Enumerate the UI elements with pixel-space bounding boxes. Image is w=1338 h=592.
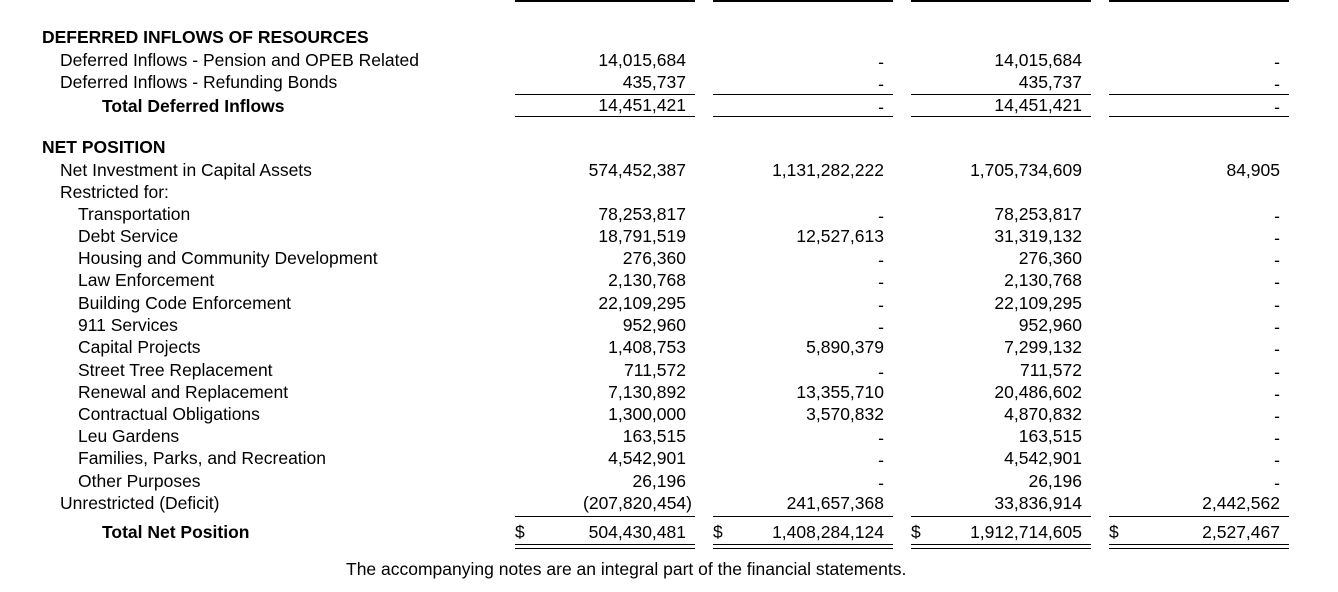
value-col1: 163,515 — [622, 426, 686, 446]
value-col3: 4,870,832 — [1004, 404, 1082, 424]
value-col3: 2,130,768 — [1004, 270, 1082, 290]
value-col3: 163,515 — [1018, 426, 1082, 446]
value-col4: - — [1274, 74, 1280, 94]
row-label: Net Investment in Capital Assets — [60, 160, 312, 180]
value-col1: 504,430,481 — [588, 522, 686, 542]
top-rule-col4 — [1109, 0, 1289, 2]
value-col4: - — [1274, 450, 1280, 470]
value-col1: 2,130,768 — [608, 270, 686, 290]
value-col4: - — [1274, 272, 1280, 292]
value-col2: - — [878, 97, 884, 117]
value-col1: 78,253,817 — [598, 204, 686, 224]
deferred-heading: DEFERRED INFLOWS OF RESOURCES — [42, 27, 369, 47]
value-col2: - — [878, 362, 884, 382]
net-position-heading: NET POSITION — [42, 137, 166, 157]
value-col4: 2,527,467 — [1202, 522, 1280, 542]
row-label: Total Net Position — [102, 522, 250, 542]
row-label: Housing and Community Development — [78, 248, 378, 268]
value-col2: - — [878, 317, 884, 337]
value-col2: 3,570,832 — [806, 404, 884, 424]
row-label: Renewal and Replacement — [78, 382, 289, 402]
row-label: 911 Services — [78, 315, 178, 335]
value-col2: - — [878, 52, 884, 72]
row-label: Other Purposes — [78, 471, 201, 491]
value-col1: 14,451,421 — [598, 95, 686, 115]
value-col4: - — [1274, 206, 1280, 226]
row-label: Street Tree Replacement — [78, 360, 273, 380]
top-rule-col2 — [713, 0, 893, 2]
value-col2: - — [878, 450, 884, 470]
value-col4: - — [1274, 428, 1280, 448]
value-col4: - — [1274, 250, 1280, 270]
value-col4: - — [1274, 97, 1280, 117]
row-label: Contractual Obligations — [78, 404, 260, 424]
value-col4: - — [1274, 317, 1280, 337]
deferred-total-rule-col3 — [911, 116, 1091, 117]
net-total-double-rule-col4 — [1109, 544, 1289, 549]
value-col4: 2,442,562 — [1202, 493, 1280, 513]
row-label: Leu Gardens — [78, 426, 180, 446]
value-col1: 14,015,684 — [598, 50, 686, 70]
value-col4: - — [1274, 362, 1280, 382]
value-col1: 435,737 — [622, 72, 686, 92]
value-col4: - — [1274, 473, 1280, 493]
value-col2: 12,527,613 — [796, 226, 884, 246]
value-col2: 1,131,282,222 — [772, 160, 884, 180]
value-col2: - — [878, 206, 884, 226]
value-col3: 33,836,914 — [994, 493, 1082, 513]
deferred-total-rule-col4 — [1109, 116, 1289, 117]
value-col4: - — [1274, 228, 1280, 248]
value-col4: - — [1274, 384, 1280, 404]
value-col3: 14,451,421 — [994, 95, 1082, 115]
net-subtotal-rule-col3 — [911, 516, 1091, 517]
value-col2: - — [878, 428, 884, 448]
value-col3: 711,572 — [1020, 360, 1082, 380]
value-col3: 14,015,684 — [994, 50, 1082, 70]
value-col1: 26,196 — [632, 471, 686, 491]
value-col3: 1,705,734,609 — [970, 160, 1082, 180]
value-col1: 1,300,000 — [608, 404, 686, 424]
value-col2: 13,355,710 — [796, 382, 884, 402]
net-total-double-rule-col3 — [911, 544, 1091, 549]
net-subtotal-rule-col4 — [1109, 516, 1289, 517]
value-col3: 22,109,295 — [994, 293, 1082, 313]
footnote: The accompanying notes are an integral part of the financial statements. — [346, 559, 907, 579]
top-rule-col1 — [515, 0, 695, 2]
value-col4: 84,905 — [1226, 160, 1280, 180]
value-col3: 26,196 — [1028, 471, 1082, 491]
value-col1: (207,820,454) — [583, 493, 692, 513]
value-col3: 78,253,817 — [994, 204, 1082, 224]
deferred-total-rule-col1 — [515, 116, 695, 117]
value-col1: 7,130,892 — [608, 382, 686, 402]
value-col1: 276,360 — [622, 248, 686, 268]
value-col3: 435,737 — [1018, 72, 1082, 92]
dollar-sign-col3: $ — [911, 522, 921, 542]
value-col1: 22,109,295 — [598, 293, 686, 313]
row-label: Deferred Inflows - Refunding Bonds — [60, 72, 338, 92]
value-col3: 276,360 — [1018, 248, 1082, 268]
value-col2: 1,408,284,124 — [772, 522, 884, 542]
value-col1: 18,791,519 — [598, 226, 686, 246]
row-label: Capital Projects — [78, 337, 201, 357]
net-total-double-rule-col2 — [713, 544, 893, 549]
value-col3: 7,299,132 — [1004, 337, 1082, 357]
value-col1: 711,572 — [624, 360, 686, 380]
value-col2: - — [878, 473, 884, 493]
net-total-double-rule-col1 — [515, 544, 695, 549]
value-col2: - — [878, 272, 884, 292]
deferred-subtotal-rule-col4 — [1109, 94, 1289, 95]
net-subtotal-rule-col2 — [713, 516, 893, 517]
value-col3: 952,960 — [1018, 315, 1082, 335]
value-col1: 574,452,387 — [588, 160, 686, 180]
value-col3: 4,542,901 — [1004, 448, 1082, 468]
deferred-total-rule-col2 — [713, 116, 893, 117]
value-col3: 31,319,132 — [994, 226, 1082, 246]
value-col1: 952,960 — [622, 315, 686, 335]
value-col4: - — [1274, 295, 1280, 315]
value-col4: - — [1274, 339, 1280, 359]
row-label: Transportation — [78, 204, 191, 224]
row-label: Law Enforcement — [78, 270, 215, 290]
row-label: Building Code Enforcement — [78, 293, 292, 313]
dollar-sign-col2: $ — [713, 522, 723, 542]
net-subtotal-rule-col1 — [515, 516, 695, 517]
value-col2: 241,657,368 — [786, 493, 884, 513]
value-col2: - — [878, 295, 884, 315]
row-label: Deferred Inflows - Pension and OPEB Related — [60, 50, 419, 70]
deferred-subtotal-rule-col2 — [713, 94, 893, 95]
value-col3: 1,912,714,605 — [970, 522, 1082, 542]
dollar-sign-col4: $ — [1109, 522, 1119, 542]
restricted-for-label: Restricted for: — [60, 182, 169, 202]
row-label: Total Deferred Inflows — [102, 96, 285, 116]
value-col2: - — [878, 250, 884, 270]
value-col1: 4,542,901 — [608, 448, 686, 468]
value-col4: - — [1274, 406, 1280, 426]
value-col3: 20,486,602 — [994, 382, 1082, 402]
row-label: Unrestricted (Deficit) — [60, 493, 220, 513]
row-label: Families, Parks, and Recreation — [78, 448, 327, 468]
row-label: Debt Service — [78, 226, 179, 246]
value-col2: - — [878, 74, 884, 94]
top-rule-col3 — [911, 0, 1091, 2]
value-col2: 5,890,379 — [806, 337, 884, 357]
value-col1: 1,408,753 — [608, 337, 686, 357]
value-col4: - — [1274, 52, 1280, 72]
dollar-sign-col1: $ — [515, 522, 525, 542]
